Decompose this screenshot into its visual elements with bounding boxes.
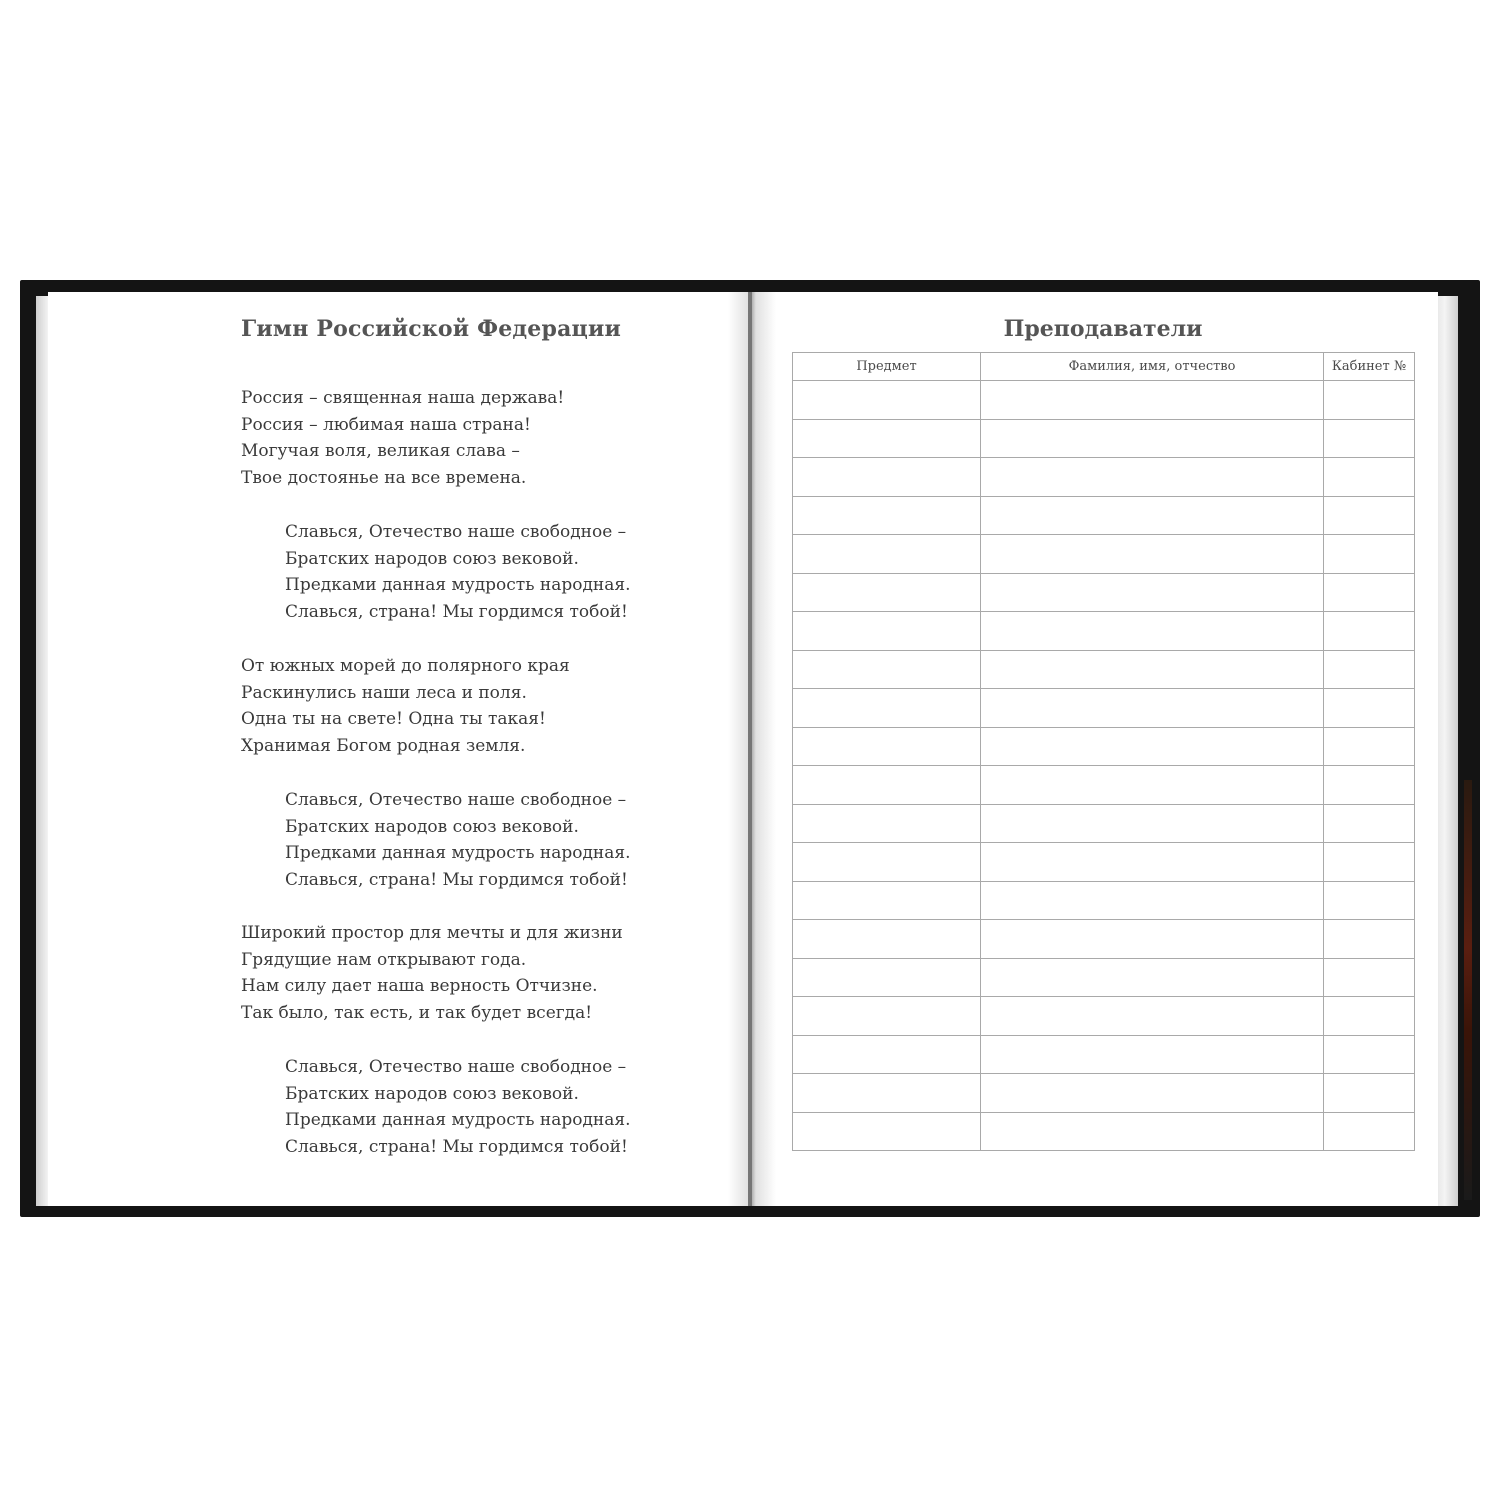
- anthem-line: Братских народов союз вековой.: [285, 816, 579, 837]
- cell-subject: [793, 458, 981, 497]
- anthem-line: Россия – любимая наша страна!: [241, 414, 531, 435]
- anthem-line: Славься, страна! Мы гордимся тобой!: [285, 869, 628, 890]
- anthem-line: Раскинулись наши леса и поля.: [241, 682, 527, 703]
- column-header-room: Кабинет №: [1324, 353, 1415, 381]
- anthem-line: Могучая воля, великая слава –: [241, 441, 520, 461]
- cell-subject: [793, 920, 981, 959]
- table-row: [793, 650, 1415, 689]
- anthem-verse-2: [241, 653, 570, 759]
- anthem-chorus-1: [285, 519, 631, 625]
- table-row: [793, 381, 1415, 420]
- right-page-stack: [1436, 296, 1458, 1206]
- table-row: [793, 727, 1415, 766]
- cell-room: [1324, 881, 1415, 920]
- cell-full-name: [981, 997, 1324, 1036]
- cell-room: [1324, 689, 1415, 728]
- cell-room: [1324, 766, 1415, 805]
- cell-full-name: [981, 1112, 1324, 1151]
- anthem-line: Братских народов союз вековой.: [285, 548, 579, 569]
- cell-room: [1324, 535, 1415, 574]
- cell-room: [1324, 1035, 1415, 1074]
- cell-subject: [793, 612, 981, 651]
- teachers-table-body: [793, 381, 1415, 1151]
- cell-room: [1324, 1112, 1415, 1151]
- cell-full-name: [981, 573, 1324, 612]
- anthem-line: Предками данная мудрость народная.: [285, 575, 631, 595]
- table-row: [793, 1035, 1415, 1074]
- anthem-line: Так было, так есть, и так будет всегда!: [241, 1002, 593, 1023]
- anthem-line: Грядущие нам открывают года.: [241, 949, 527, 970]
- cell-full-name: [981, 1074, 1324, 1113]
- table-row: [793, 920, 1415, 959]
- anthem-line: Славься, Отечество наше свободное –: [285, 1057, 627, 1077]
- table-row: [793, 535, 1415, 574]
- table-row: [793, 458, 1415, 497]
- cell-room: [1324, 496, 1415, 535]
- cell-full-name: [981, 920, 1324, 959]
- cell-full-name: [981, 650, 1324, 689]
- cell-room: [1324, 1074, 1415, 1113]
- cell-subject: [793, 1074, 981, 1113]
- anthem-line: Предками данная мудрость народная.: [285, 843, 631, 863]
- cell-full-name: [981, 766, 1324, 805]
- teachers-header-row: [793, 353, 1415, 381]
- anthem-chorus-3: [285, 1054, 631, 1160]
- cell-full-name: [981, 958, 1324, 997]
- cell-subject: [793, 958, 981, 997]
- table-row: [793, 612, 1415, 651]
- table-row: [793, 766, 1415, 805]
- cell-subject: [793, 381, 981, 420]
- cell-full-name: [981, 419, 1324, 458]
- cell-room: [1324, 573, 1415, 612]
- anthem-line: Одна ты на свете! Одна ты такая!: [241, 709, 546, 729]
- anthem-line: Славься, Отечество наше свободное –: [285, 790, 627, 810]
- anthem-line: От южных морей до полярного края: [241, 656, 570, 676]
- table-row: [793, 843, 1415, 882]
- cell-subject: [793, 535, 981, 574]
- anthem-line: Славься, страна! Мы гордимся тобой!: [285, 601, 628, 622]
- cell-full-name: [981, 804, 1324, 843]
- teachers-table: [792, 352, 1415, 1151]
- cell-full-name: [981, 612, 1324, 651]
- anthem-line: Россия – священная наша держава!: [241, 388, 565, 408]
- anthem-line: Славься, страна! Мы гордимся тобой!: [285, 1136, 628, 1157]
- cell-subject: [793, 727, 981, 766]
- cell-full-name: [981, 843, 1324, 882]
- cell-subject: [793, 804, 981, 843]
- cell-subject: [793, 766, 981, 805]
- book-spine-fold: [728, 292, 776, 1206]
- table-row: [793, 419, 1415, 458]
- cover-edge-detail: [1464, 780, 1472, 1200]
- cell-subject: [793, 1035, 981, 1074]
- anthem-line: Хранимая Богом родная земля.: [241, 735, 526, 756]
- cell-full-name: [981, 458, 1324, 497]
- teachers-title: Преподаватели: [1003, 316, 1203, 342]
- anthem-line: Широкий простор для мечты и для жизни: [241, 923, 623, 943]
- cell-room: [1324, 843, 1415, 882]
- cell-full-name: [981, 381, 1324, 420]
- table-row: [793, 496, 1415, 535]
- anthem-chorus-2: [285, 787, 631, 893]
- cell-full-name: [981, 727, 1324, 766]
- cell-room: [1324, 958, 1415, 997]
- anthem-line: Нам силу дает наша верность Отчизне.: [241, 976, 598, 996]
- cell-subject: [793, 997, 981, 1036]
- cell-subject: [793, 496, 981, 535]
- anthem-verse-3: [241, 920, 623, 1026]
- table-row: [793, 689, 1415, 728]
- cell-subject: [793, 650, 981, 689]
- anthem-line: Твое достоянье на все времена.: [241, 467, 527, 488]
- anthem-line: Предками данная мудрость народная.: [285, 1110, 631, 1130]
- table-row: [793, 1112, 1415, 1151]
- cell-room: [1324, 419, 1415, 458]
- cell-room: [1324, 920, 1415, 959]
- table-row: [793, 997, 1415, 1036]
- cell-room: [1324, 997, 1415, 1036]
- cell-room: [1324, 612, 1415, 651]
- cell-full-name: [981, 689, 1324, 728]
- cell-full-name: [981, 881, 1324, 920]
- table-row: [793, 804, 1415, 843]
- column-header-subject: Предмет: [793, 353, 981, 381]
- column-header-full-name: Фамилия, имя, отчество: [981, 353, 1324, 381]
- cell-full-name: [981, 496, 1324, 535]
- cell-room: [1324, 381, 1415, 420]
- cell-full-name: [981, 1035, 1324, 1074]
- cell-subject: [793, 843, 981, 882]
- table-row: [793, 1074, 1415, 1113]
- cell-subject: [793, 689, 981, 728]
- anthem-verse-1: [241, 385, 564, 491]
- cell-full-name: [981, 535, 1324, 574]
- cell-room: [1324, 650, 1415, 689]
- table-row: [793, 881, 1415, 920]
- cell-room: [1324, 804, 1415, 843]
- cell-room: [1324, 458, 1415, 497]
- cell-subject: [793, 419, 981, 458]
- cell-subject: [793, 881, 981, 920]
- anthem-line: Славься, Отечество наше свободное –: [285, 522, 627, 542]
- cell-subject: [793, 1112, 981, 1151]
- table-row: [793, 573, 1415, 612]
- table-row: [793, 958, 1415, 997]
- cell-subject: [793, 573, 981, 612]
- anthem-title: Гимн Российской Федерации: [241, 316, 622, 342]
- anthem-line: Братских народов союз вековой.: [285, 1083, 579, 1104]
- cell-room: [1324, 727, 1415, 766]
